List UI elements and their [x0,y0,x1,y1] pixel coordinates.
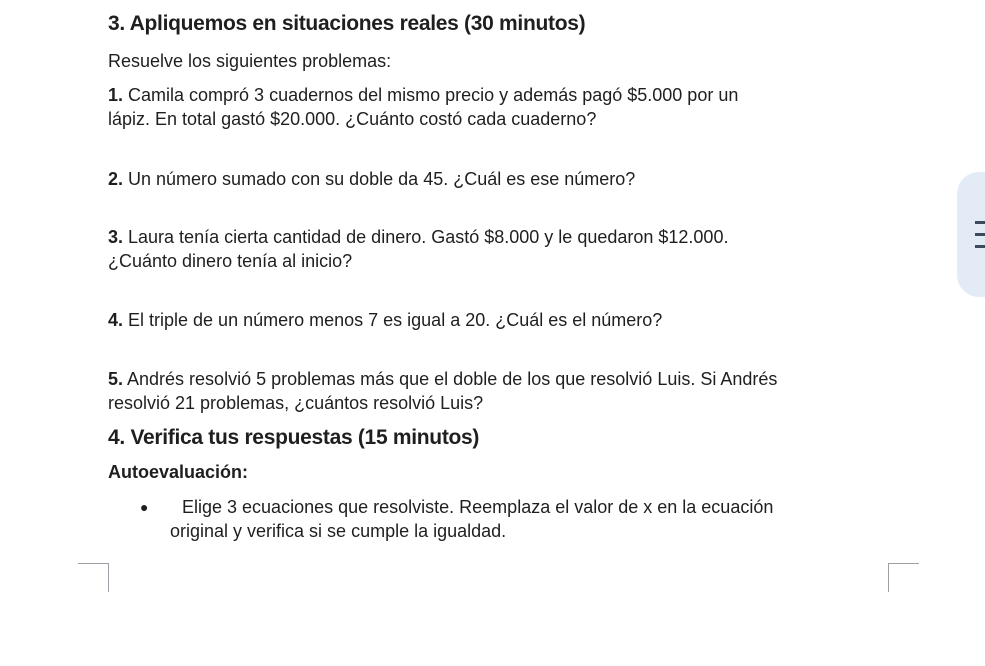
problem-5-line-1: Andrés resolvió 5 problemas más que el doble de los que resolvió Luis. Si Andrés [123,369,778,389]
problem-5-number: 5. [108,369,124,389]
problem-4-line-1: El triple de un número menos 7 es igual a 20. ¿Cuál es el número? [123,310,663,330]
bullet-dot-icon: ● [140,499,149,515]
problem-4-number: 4. [108,310,124,330]
problem-3-line-1: Laura tenía cierta cantidad de dinero. Gastó $8.000 y le quedaron $12.000. [123,227,729,247]
side-panel-tab[interactable] [957,172,985,297]
problem-3-number: 3. [108,227,124,247]
problem-1-line-1: Camila compró 3 cuadernos del mismo precio y además pagó $5.000 por un [123,85,739,105]
problem-1-line-2: lápiz. En total gastó $20.000. ¿Cuánto costó cada cuaderno? [108,109,597,129]
section-3-title: 3. Apliquemos en situaciones reales (30 minutos) [108,12,586,35]
problem-2 [108,167,635,191]
self-evaluation-label: Autoevaluación: [108,462,249,482]
bullet-line-2: original y verifica si se cumple la igualdad. [170,521,507,541]
section-3-intro: Resuelve los siguientes problemas: [108,51,392,71]
problem-2-number: 2. [108,169,124,189]
menu-lines-icon[interactable] [975,221,985,248]
bullet-line-1: Elige 3 ecuaciones que resolviste. Reemplaza el valor de x en la ecuación [182,497,774,517]
page-margin-corner-right [888,563,919,592]
problem-2-line-1: Un número sumado con su doble da 45. ¿Cuál es ese número? [123,169,636,189]
problem-1 [108,83,738,131]
problem-3 [108,225,728,273]
problem-3-line-2: ¿Cuánto dinero tenía al inicio? [108,251,353,271]
problem-1-number: 1. [108,85,124,105]
page-margin-corner-left [78,563,109,592]
problem-4 [108,308,662,332]
problem-5-line-2: resolvió 21 problemas, ¿cuántos resolvió Luis? [108,393,484,413]
problem-5 [108,367,777,415]
section-4-title: 4. Verifica tus respuestas (15 minutos) [108,426,480,449]
